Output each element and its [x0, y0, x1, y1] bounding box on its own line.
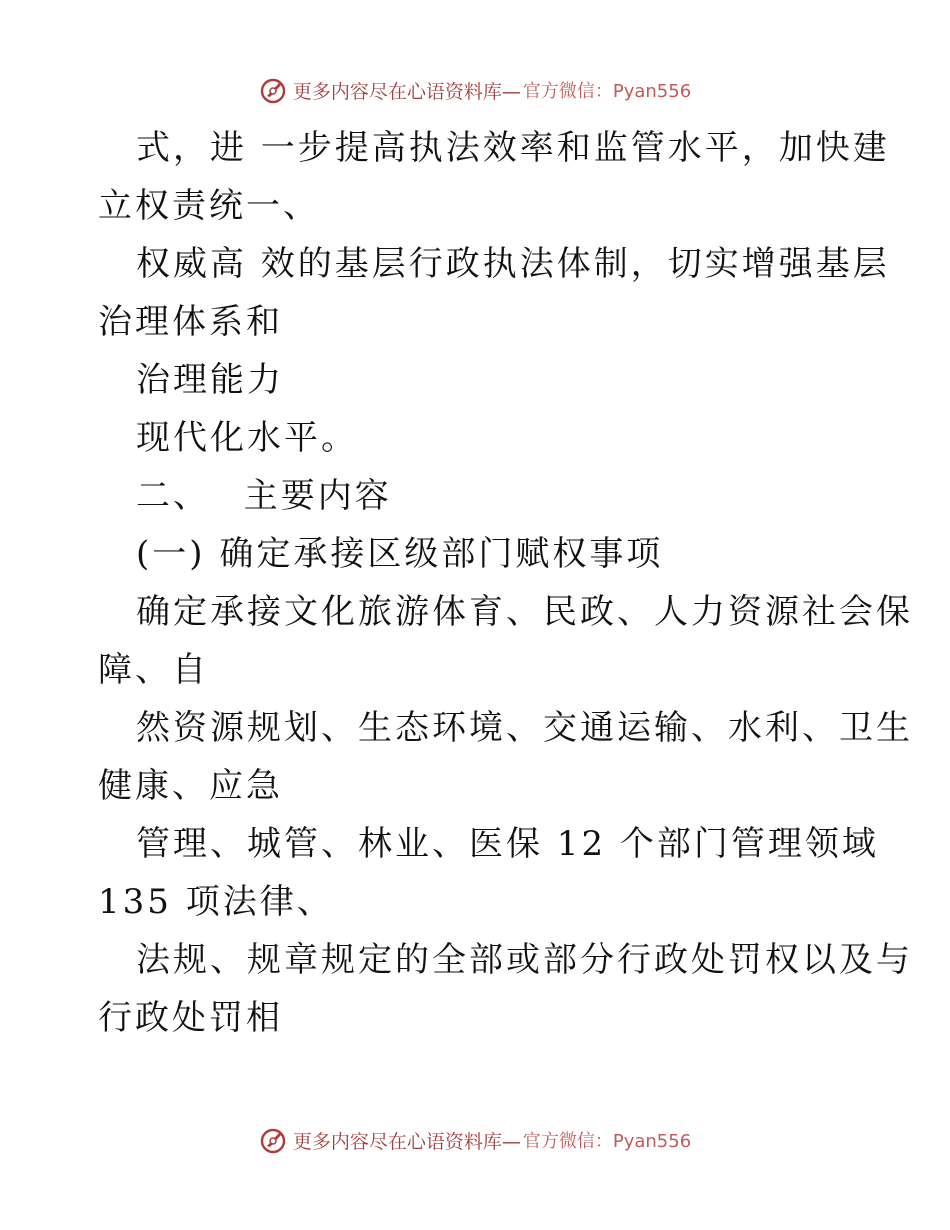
- banner-wechat: 官方微信：Pyan556: [522, 1131, 692, 1152]
- quill-seal-icon: [259, 1126, 287, 1154]
- text-line: 治理能力: [136, 360, 284, 400]
- text-line: 法规、规章规定的全部或部分行政处罚权以及与: [136, 940, 913, 980]
- text-line: 权威高 效的基层行政执法体制，切实增强基层: [136, 244, 890, 284]
- text-line: 立权责统一、: [98, 186, 320, 226]
- text-line: 管理、城管、林业、医保 12 个部门管理领域: [136, 824, 879, 864]
- header-banner: [0, 72, 950, 108]
- text-line: 现代化水平。: [136, 418, 358, 458]
- text-line: 障、自: [98, 650, 209, 690]
- text-line: 行政处罚相: [98, 998, 283, 1038]
- text-line: 式，进 一步提高执法效率和监管水平，加快建: [136, 128, 890, 168]
- subsection-heading: (一) 确定承接区级部门赋权事项: [136, 534, 664, 574]
- section-heading: 二、 主要内容: [136, 476, 392, 516]
- banner-text: 更多内容尽在心语资料库—: [292, 80, 521, 103]
- footer-banner: [0, 1122, 950, 1158]
- text-line: 治理体系和: [98, 302, 283, 342]
- banner-text: 更多内容尽在心语资料库—: [292, 1130, 521, 1153]
- text-line: 确定承接文化旅游体育、民政、人力资源社会保: [136, 592, 913, 632]
- text-line: 然资源规划、生态环境、交通运输、水利、卫生: [136, 708, 913, 748]
- banner-wechat: 官方微信：Pyan556: [522, 81, 692, 102]
- text-line: 健康、应急: [98, 766, 283, 806]
- text-line: 135 项法律、: [98, 882, 334, 922]
- quill-seal-icon: [259, 76, 287, 104]
